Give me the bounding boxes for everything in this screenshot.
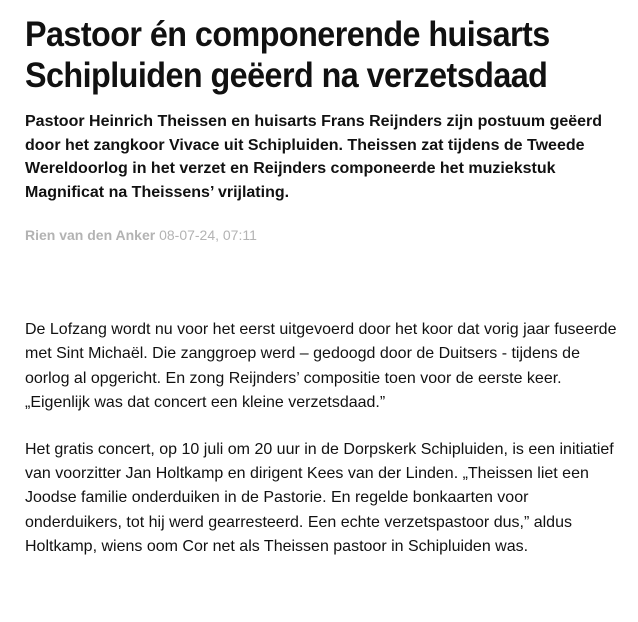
- article: [25, 14, 625, 582]
- article-paragraph-1: De Lofzang wordt nu voor het eerst uitgevoerd door het koor dat vorig jaar fuseerde met Sint Michaël. Die zanggroep werd – gedoogd door de Duitsers - tijdens de oorlog al opgericht. En zong Reijnders’ compositie toen voor de eerste keer. „Eigenlijk was dat concert een kleine verzetsdaad.”: [25, 321, 617, 412]
- byline-date: 08-07-24, 07:11: [159, 227, 257, 243]
- article-paragraph-2: Het gratis concert, op 10 juli om 20 uur in de Dorpskerk Schipluiden, is een initiatief van voorzitter Jan Holtkamp en dirigent Kees van der Linden. „Theissen liet een Joodse familie onderduiken in de Pastorie. En regelde bonkaarten voor onderduikers, tot hij werd gearresteerd. Een echte verzetspastoor dus,” aldus Holtkamp, wiens oom Cor net als Theissen pastoor in Schipluiden was.: [25, 440, 614, 556]
- byline-author[interactable]: Rien van den Anker: [25, 227, 156, 243]
- article-body: [25, 318, 620, 560]
- article-lead: Pastoor Heinrich Theissen en huisarts Frans Reijnders zijn postuum geëerd door het zangkoor Vivace uit Schipluiden. Theissen zat tijdens de Tweede Wereldoorlog in het verzet en Reijnders componeerde het muziekstuk Magnificat na Theissens’ vrijlating.: [25, 113, 603, 201]
- byline: [25, 226, 625, 244]
- article-headline: Pastoor én componerende huisarts Schipluiden geëerd na verzetsdaad: [25, 14, 550, 95]
